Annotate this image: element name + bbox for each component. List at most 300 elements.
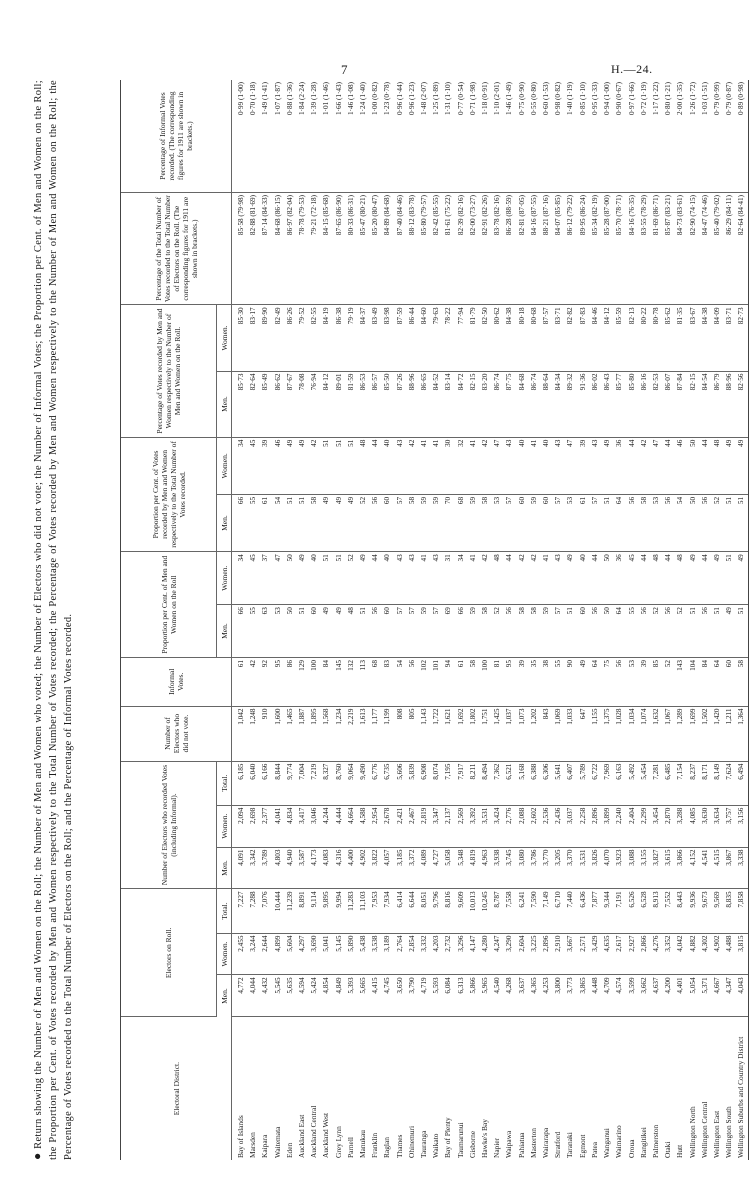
cell-prop-roll-men: 56 (369, 605, 381, 658)
cell-district: Marsden (248, 1132, 258, 1158)
cell-roll-total: 6,241 (516, 889, 528, 933)
cell-informal: 53 (626, 658, 638, 706)
cell-prop-votes-women: 41 (528, 437, 540, 494)
cell-district: Bay of Plenty (443, 1117, 453, 1158)
cell-roll-women: 3,296 (455, 933, 467, 975)
cell-pct-informal: 1·10 (2·01) (491, 80, 503, 193)
cell-pct-total: 87·65 (86·90) (333, 193, 345, 305)
cell-roll-women: 2,764 (394, 933, 406, 975)
cell-roll-total: 7,149 (540, 889, 552, 933)
cell-pct-informal: 0·96 (1·44) (394, 80, 406, 193)
cell-roll-women: 4,280 (479, 933, 491, 975)
cell-roll-women: 5,438 (357, 933, 369, 975)
cell-pct-men: 84·52 (430, 371, 442, 437)
cell-pct-women: 86·44 (406, 305, 418, 371)
cell-district: Parnell (345, 1137, 355, 1158)
cell-pct-women: 78·22 (442, 305, 454, 371)
header-did-not-vote: Number of Electors who did not vote. (121, 706, 232, 761)
cell-prop-votes-men: 57 (589, 494, 601, 551)
cell-district: Wellington North (687, 1106, 697, 1158)
cell-district: Raglan (382, 1137, 392, 1158)
cell-did-not-vote: 805 (406, 706, 418, 761)
cell-roll-men: 4,448 (589, 975, 601, 1017)
cell-prop-roll-women: 45 (626, 552, 638, 605)
cell-informal: 38 (540, 658, 552, 706)
cell-prop-roll-women: 48 (491, 552, 503, 605)
cell-voted-women: 2,094 (232, 805, 248, 847)
table-row (528, 80, 540, 1160)
cell-pct-total: 78·78 (79·53) (296, 193, 308, 305)
cell-roll-total: 7,558 (503, 889, 515, 933)
cell-pct-total: 82·39 (82·16) (455, 193, 467, 305)
cell-informal: 61 (455, 658, 467, 706)
cell-voted-men: 4,515 (711, 847, 723, 889)
table-row (577, 80, 589, 1160)
return-title (30, 80, 76, 1160)
cell-voted-women: 2,954 (369, 805, 381, 847)
cell-pct-informal: 0·85 (1·10) (577, 80, 589, 193)
cell-pct-men: 84·72 (455, 371, 467, 437)
cell-prop-roll-men: 59 (418, 605, 430, 658)
cell-prop-roll-men: 60 (577, 605, 589, 658)
cell-prop-votes-men: 59 (467, 494, 479, 551)
cell-prop-roll-men: 48 (345, 605, 357, 658)
cell-pct-total: 86·29 (84·11) (723, 193, 735, 305)
cell-prop-votes-men: 56 (662, 494, 674, 551)
cell-pct-women: 82·13 (626, 305, 638, 371)
cell-voted-women: 3,037 (564, 805, 576, 847)
cell-roll-women: 2,910 (552, 933, 564, 975)
cell-pct-informal: 0·77 (0·54) (455, 80, 467, 193)
cell-did-not-vote: 1,289 (674, 706, 686, 761)
table-row (333, 80, 345, 1160)
cell-prop-roll-men: 60 (308, 605, 320, 658)
cell-voted-men: 4,963 (479, 847, 491, 889)
cell-roll-men: 5,545 (272, 975, 284, 1017)
cell-pct-women: 87·57 (540, 305, 552, 371)
cell-district: Wellington Suburbs and Country District (735, 1017, 748, 1160)
cell-voted-men: 3,088 (626, 847, 638, 889)
page-number: 7 (341, 62, 348, 77)
cell-prop-roll-women: 44 (589, 552, 601, 605)
cell-prop-roll-women: 34 (232, 552, 248, 605)
cell-voted-men: 4,541 (699, 847, 711, 889)
cell-pct-women: 83·67 (687, 305, 699, 371)
table-row (418, 80, 430, 1160)
cell-did-not-vote: 1,632 (650, 706, 662, 761)
cell-pct-informal: 0·75 (0·90) (516, 80, 528, 193)
table-body (232, 80, 749, 1160)
cell-prop-roll-women: 36 (613, 552, 625, 605)
cell-pct-informal: 2·00 (1·35) (674, 80, 686, 193)
cell-prop-votes-women: 40 (381, 437, 393, 494)
cell-district: Egmont (577, 1134, 587, 1158)
cell-district: Thames (394, 1134, 404, 1158)
cell-voted-total: 9,064 (345, 761, 357, 805)
cell-did-not-vote: 1,465 (284, 706, 296, 761)
cell-prop-votes-men: 56 (369, 494, 381, 551)
cell-prop-roll-women: 43 (394, 552, 406, 605)
cell-pct-men: 91·36 (577, 371, 589, 437)
cell-district: Auckland Central (309, 1105, 319, 1158)
table-row (479, 80, 491, 1160)
cell-roll-men: 4,574 (613, 975, 625, 1017)
cell-voted-men: 3,370 (564, 847, 576, 889)
cell-informal: 68 (369, 658, 381, 706)
cell-informal: 100 (308, 658, 320, 706)
cell-prop-votes-men: 53 (491, 494, 503, 551)
cell-did-not-vote: 1,600 (272, 706, 284, 761)
cell-pct-total: 86·97 (82·04) (284, 193, 296, 305)
cell-district: Patea (589, 1141, 599, 1158)
cell-voted-women: 4,664 (345, 805, 357, 847)
cell-pct-men: 86·16 (638, 371, 650, 437)
cell-roll-men: 5,054 (687, 975, 699, 1017)
cell-informal: 94 (442, 658, 454, 706)
cell-prop-votes-women: 45 (247, 437, 259, 494)
cell-roll-men: 5,965 (479, 975, 491, 1017)
header-voted-men: Men. (217, 847, 232, 889)
cell-roll-men: 4,772 (232, 975, 248, 1017)
cell-voted-men: 4,727 (430, 847, 442, 889)
cell-roll-total: 7,934 (381, 889, 393, 933)
cell-voted-women: 3,454 (650, 805, 662, 847)
cell-pct-men: 82·53 (650, 371, 662, 437)
cell-prop-roll-men: 63 (259, 605, 271, 658)
cell-pct-total: 84·15 (85·68) (320, 193, 332, 305)
cell-voted-men: 3,080 (516, 847, 528, 889)
cell-informal: 61 (232, 658, 248, 706)
cell-pct-men: 87·67 (284, 371, 296, 437)
cell-voted-women: 3,630 (699, 805, 711, 847)
cell-voted-total: 7,362 (491, 761, 503, 805)
cell-roll-men: 3,800 (552, 975, 564, 1017)
cell-informal: 129 (296, 658, 308, 706)
cell-roll-women: 4,203 (430, 933, 442, 975)
cell-informal: 58 (467, 658, 479, 706)
cell-roll-total: 11,103 (357, 889, 369, 933)
cell-roll-women: 3,538 (369, 933, 381, 975)
cell-prop-votes-women: 40 (516, 437, 528, 494)
cell-prop-votes-women: 43 (589, 437, 601, 494)
cell-prop-roll-men: 58 (528, 605, 540, 658)
cell-pct-informal: 1·00 (0·82) (369, 80, 381, 193)
cell-roll-total: 7,590 (528, 889, 540, 933)
cell-roll-women: 3,352 (662, 933, 674, 975)
cell-informal: 85 (650, 658, 662, 706)
cell-prop-votes-men: 51 (284, 494, 296, 551)
cell-pct-women: 87·83 (577, 305, 589, 371)
cell-pct-women: 84·19 (320, 305, 332, 371)
cell-roll-men: 4,719 (418, 975, 430, 1017)
cell-prop-roll-women: 49 (735, 552, 748, 605)
cell-prop-roll-women: 49 (357, 552, 369, 605)
table-row (394, 80, 406, 1160)
cell-did-not-vote: 1,202 (528, 706, 540, 761)
cell-roll-total: 8,816 (442, 889, 454, 933)
cell-voted-men: 3,866 (674, 847, 686, 889)
cell-prop-votes-women: 43 (394, 437, 406, 494)
cell-did-not-vote: 2,219 (345, 706, 357, 761)
cell-pct-women: 80·22 (638, 305, 650, 371)
cell-voted-men: 4,070 (601, 847, 613, 889)
cell-prop-votes-men: 52 (357, 494, 369, 551)
cell-prop-votes-women: 48 (711, 437, 723, 494)
cell-pct-women: 84·46 (589, 305, 601, 371)
cell-pct-informal: 0·70 (1·18) (247, 80, 259, 193)
cell-roll-men: 4,268 (503, 975, 515, 1017)
cell-did-not-vote: 1,069 (552, 706, 564, 761)
cell-did-not-vote: 1,034 (626, 706, 638, 761)
cell-voted-women: 2,137 (442, 805, 454, 847)
cell-did-not-vote: 910 (259, 706, 271, 761)
cell-roll-women: 2,571 (577, 933, 589, 975)
cell-prop-roll-men: 55 (626, 605, 638, 658)
cell-prop-votes-women: 47 (564, 437, 576, 494)
cell-did-not-vote: 1,375 (601, 706, 613, 761)
cell-pct-women: 79·52 (296, 305, 308, 371)
cell-voted-total: 9,774 (284, 761, 296, 805)
cell-voted-women: 2,088 (516, 805, 528, 847)
cell-informal: 113 (357, 658, 369, 706)
cell-prop-votes-men: 52 (711, 494, 723, 551)
cell-informal: 84 (699, 658, 711, 706)
cell-roll-total: 6,644 (406, 889, 418, 933)
cell-pct-total: 79·21 (72·18) (308, 193, 320, 305)
cell-district: Wairarapa (541, 1127, 551, 1158)
cell-district: Rangitikei (638, 1127, 648, 1158)
cell-pct-total: 82·88 (81·69) (247, 193, 259, 305)
cell-voted-women: 4,834 (284, 805, 296, 847)
cell-voted-total: 6,306 (540, 761, 552, 805)
cell-prop-votes-men: 49 (345, 494, 357, 551)
cell-pct-women: 83·71 (552, 305, 564, 371)
cell-did-not-vote: 1,425 (491, 706, 503, 761)
cell-prop-votes-men: 59 (528, 494, 540, 551)
cell-prop-roll-women: 37 (259, 552, 271, 605)
cell-pct-informal: 1·07 (1·87) (272, 80, 284, 193)
cell-district: Auckland West (321, 1112, 331, 1158)
cell-roll-total: 6,436 (577, 889, 589, 933)
cell-pct-informal: 1·26 (1·72) (687, 80, 699, 193)
table-row (638, 80, 650, 1160)
header-voted-total: Total. (217, 761, 232, 805)
cell-voted-total: 6,040 (247, 761, 259, 805)
cell-pct-informal: 1·39 (1·28) (308, 80, 320, 193)
cell-roll-total: 8,787 (491, 889, 503, 933)
cell-prop-roll-men: 51 (687, 605, 699, 658)
cell-pct-total: 82·42 (85·55) (430, 193, 442, 305)
cell-pct-women: 81·35 (674, 305, 686, 371)
cell-voted-men: 3,786 (528, 847, 540, 889)
cell-roll-women: 4,247 (491, 933, 503, 975)
cell-pct-women: 81·79 (467, 305, 479, 371)
cell-pct-women: 83·49 (369, 305, 381, 371)
cell-prop-votes-men: 68 (455, 494, 467, 551)
cell-informal: 92 (259, 658, 271, 706)
cell-voted-men: 4,819 (467, 847, 479, 889)
cell-voted-women: 3,757 (723, 805, 735, 847)
cell-pct-informal: 1·18 (0·91) (479, 80, 491, 193)
cell-prop-votes-men: 51 (601, 494, 613, 551)
cell-prop-votes-men: 53 (650, 494, 662, 551)
cell-roll-men: 5,424 (308, 975, 320, 1017)
cell-roll-total: 6,528 (638, 889, 650, 933)
cell-prop-roll-men: 51 (735, 605, 748, 658)
cell-voted-men: 4,173 (308, 847, 320, 889)
cell-voted-total: 5,641 (552, 761, 564, 805)
cell-roll-women: 4,635 (601, 933, 613, 975)
cell-pct-informal: 0·90 (0·67) (613, 80, 625, 193)
cell-prop-votes-men: 61 (577, 494, 589, 551)
cell-did-not-vote: 1,033 (564, 706, 576, 761)
table-row (674, 80, 686, 1160)
cell-voted-men: 4,316 (333, 847, 345, 889)
cell-voted-women: 3,531 (479, 805, 491, 847)
cell-district: Palmerston (650, 1124, 660, 1158)
cell-roll-total: 10,444 (272, 889, 284, 933)
cell-pct-total: 84·16 (76·35) (626, 193, 638, 305)
cell-pct-informal: 1·23 (0·78) (381, 80, 393, 193)
cell-pct-total: 84·47 (74·46) (699, 193, 711, 305)
cell-voted-women: 2,870 (662, 805, 674, 847)
cell-prop-roll-men: 59 (467, 605, 479, 658)
cell-voted-total: 6,776 (369, 761, 381, 805)
cell-did-not-vote: 1,420 (711, 706, 723, 761)
header-pct-by-sex: Percentage of Votes recorded by Men and Women respectively to the Number of Men and Women on the Roll. (121, 305, 217, 437)
cell-did-not-vote: 843 (540, 706, 552, 761)
cell-prop-roll-women: 40 (381, 552, 393, 605)
cell-roll-women: 2,927 (626, 933, 638, 975)
cell-pct-total: 87·14 (84·33) (259, 193, 271, 305)
cell-roll-women: 3,429 (589, 933, 601, 975)
cell-pct-women: 86·26 (284, 305, 296, 371)
cell-prop-votes-men: 51 (735, 494, 748, 551)
cell-informal: 56 (406, 658, 418, 706)
cell-prop-votes-men: 51 (723, 494, 735, 551)
cell-roll-total: 8,051 (418, 889, 430, 933)
cell-did-not-vote: 1,692 (455, 706, 467, 761)
cell-voted-total: 6,908 (418, 761, 430, 805)
table-row (296, 80, 308, 1160)
cell-voted-women: 2,678 (381, 805, 393, 847)
header-proportion-roll: Proportion per Cent. of Men and Women on the Roll (121, 552, 217, 658)
cell-roll-women: 3,815 (735, 933, 748, 975)
cell-prop-votes-men: 60 (516, 494, 528, 551)
cell-prop-votes-women: 41 (418, 437, 430, 494)
cell-voted-women: 2,436 (552, 805, 564, 847)
cell-pct-women: 80·62 (491, 305, 503, 371)
cell-prop-votes-men: 58 (308, 494, 320, 551)
cell-roll-men: 3,790 (406, 975, 418, 1017)
cell-pct-men: 86·02 (589, 371, 601, 437)
cell-roll-men: 4,540 (491, 975, 503, 1017)
cell-roll-total: 10,013 (467, 889, 479, 933)
cell-prop-roll-men: 51 (296, 605, 308, 658)
cell-did-not-vote: 1,234 (333, 706, 345, 761)
cell-roll-men: 3,662 (638, 975, 650, 1017)
cell-roll-total: 7,191 (613, 889, 625, 933)
cell-prop-votes-women: 39 (577, 437, 589, 494)
cell-roll-men: 3,637 (516, 975, 528, 1017)
cell-prop-votes-women: 30 (442, 437, 454, 494)
cell-pct-informal: 0·99 (1·00) (232, 80, 248, 193)
cell-voted-total: 6,521 (503, 761, 515, 805)
cell-prop-votes-men: 57 (503, 494, 515, 551)
cell-roll-total: 8,891 (296, 889, 308, 933)
cell-prop-roll-women: 31 (442, 552, 454, 605)
table-row (406, 80, 418, 1160)
cell-pct-women: 83·71 (723, 305, 735, 371)
cell-voted-men: 3,923 (613, 847, 625, 889)
cell-roll-total: 7,227 (232, 889, 248, 933)
cell-voted-total: 8,327 (320, 761, 332, 805)
cell-voted-women: 2,299 (638, 805, 650, 847)
cell-roll-women: 2,617 (613, 933, 625, 975)
cell-pct-men: 83·14 (442, 371, 454, 437)
cell-informal: 143 (674, 658, 686, 706)
header-roll-total: Total. (217, 889, 232, 933)
table-row (381, 80, 393, 1160)
cell-prop-roll-women: 40 (577, 552, 589, 605)
cell-pct-informal: 0·94 (1·00) (601, 80, 613, 193)
cell-informal: 83 (381, 658, 393, 706)
cell-prop-roll-women: 51 (723, 552, 735, 605)
cell-prop-votes-women: 46 (272, 437, 284, 494)
cell-district: Tauranga (419, 1130, 429, 1158)
cell-prop-votes-men: 58 (638, 494, 650, 551)
cell-did-not-vote: 1,211 (723, 706, 735, 761)
cell-prop-roll-women: 43 (406, 552, 418, 605)
cell-voted-total: 7,154 (674, 761, 686, 805)
cell-pct-men: 88·64 (540, 371, 552, 437)
cell-pct-women: 77·94 (455, 305, 467, 371)
cell-pct-men: 82·56 (735, 371, 748, 437)
cell-district: Hawke's Bay (480, 1119, 490, 1158)
cell-voted-men: 3,827 (650, 847, 662, 889)
cell-did-not-vote: 1,502 (699, 706, 711, 761)
cell-pct-total: 86·28 (88·59) (503, 193, 515, 305)
cell-roll-men: 3,773 (564, 975, 576, 1017)
cell-voted-men: 4,057 (381, 847, 393, 889)
return-title-text: Return showing the Number of Men and Women on the Roll; the Number of Men and Women who voted; the Number of Electors who did not vote; the Number of Informal Votes; the Proportion per Cent. of Men and Women on the Roll; the Proportion per Cent. of Votes recorded by Men and Women respectively to the Total Number of Votes recorded; the Percentage of Votes recorded by Men and Women respectively to the Number of Men and Women on the Roll; the Percentage of Votes recorded to the Total Number of Electors on the Roll; and the Percentage of Informal Votes recorded. (33, 80, 74, 1160)
cell-informal: 52 (662, 658, 674, 706)
cell-pct-total: 82·00 (73·27) (467, 193, 479, 305)
electors-return-table (120, 80, 749, 1160)
cell-prop-votes-women: 44 (699, 437, 711, 494)
cell-voted-women: 2,698 (247, 805, 259, 847)
cell-roll-total: 7,552 (662, 889, 674, 933)
cell-pct-men: 86·65 (418, 371, 430, 437)
cell-pct-total: 84·68 (86·15) (272, 193, 284, 305)
cell-prop-votes-men: 54 (272, 494, 284, 551)
cell-roll-men: 6,084 (442, 975, 454, 1017)
cell-voted-total: 8,149 (711, 761, 723, 805)
cell-prop-roll-men: 56 (589, 605, 601, 658)
cell-pct-total: 84·89 (84·68) (381, 193, 393, 305)
cell-prop-votes-men: 58 (406, 494, 418, 551)
document-reference: H.—24. (611, 62, 653, 76)
cell-prop-roll-women: 44 (638, 552, 650, 605)
cell-voted-men: 3,615 (662, 847, 674, 889)
cell-roll-total: 8,913 (650, 889, 662, 933)
cell-pct-informal: 0·89 (0·98) (735, 80, 748, 193)
cell-pct-informal: 1·46 (1·49) (503, 80, 515, 193)
cell-pct-total: 85·47 (80·21) (357, 193, 369, 305)
cell-district: Waikato (431, 1133, 441, 1158)
cell-roll-men: 4,200 (662, 975, 674, 1017)
cell-roll-total: 9,936 (687, 889, 699, 933)
